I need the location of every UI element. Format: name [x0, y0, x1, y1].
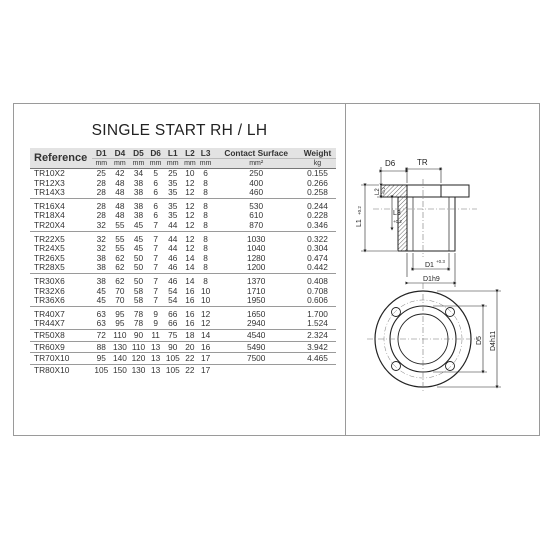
value-cell: 25 [96, 168, 106, 178]
value-cell: 4540 [213, 329, 299, 341]
value-cell: 870 [249, 219, 264, 230]
value-cell: 54 [168, 285, 178, 296]
table-row [30, 169, 336, 179]
header-weight [299, 148, 336, 169]
value-cell: 0.474 [307, 252, 328, 263]
value-cell: 1040 [246, 243, 266, 254]
header-label: Weight [303, 148, 332, 158]
value-cell: 8 [203, 262, 208, 273]
table-row [30, 198, 336, 211]
value-cell: 8 [198, 273, 214, 286]
table-row [30, 244, 336, 254]
value-cell: 78 [133, 318, 144, 329]
value-cell: 58 [133, 285, 144, 296]
value-cell: 78 [129, 306, 148, 319]
label-l1: L1 [356, 219, 363, 227]
table-row [30, 341, 336, 353]
header-unit: mm [129, 158, 148, 168]
header-l2 [182, 148, 198, 169]
reference-cell: TR20X4 [34, 219, 65, 230]
value-cell: 1370 [213, 273, 299, 286]
value-cell: 400 [249, 177, 264, 188]
value-cell: 22 [182, 353, 198, 365]
label-d1: D1 [425, 262, 434, 269]
value-cell: 34 [133, 168, 144, 178]
value-cell: 1650 [213, 306, 299, 319]
table-row [30, 231, 336, 244]
header-label: D1 [95, 148, 107, 158]
value-cell: 38 [96, 252, 106, 263]
header-label: L3 [200, 148, 211, 158]
value-cell: 6 [148, 198, 164, 211]
reference-cell: TR32X6 [34, 285, 65, 296]
header-label: D5 [133, 148, 144, 158]
value-cell: 6 [153, 177, 158, 188]
reference-cell: TR14X3 [34, 187, 65, 198]
value-cell: 63 [92, 306, 111, 319]
value-cell: 38 [92, 273, 111, 286]
value-cell: 90 [163, 341, 182, 353]
value-cell: 10 [185, 168, 195, 178]
reference-cell: TR30X6 [30, 273, 92, 286]
value-cell: 90 [129, 329, 148, 341]
value-cell: 9 [148, 306, 164, 319]
value-cell: 6 [153, 210, 158, 221]
value-cell: 2940 [246, 318, 266, 329]
value-cell: 35 [168, 177, 178, 188]
reference-cell: TR70X10 [30, 353, 92, 365]
value-cell: 110 [129, 341, 148, 353]
reference-cell: TR50X8 [30, 329, 92, 341]
value-cell: 610 [249, 210, 264, 221]
label-d1-tol: +0.3 [436, 259, 445, 264]
value-cell: 1.524 [307, 318, 328, 329]
header-d6 [148, 148, 164, 169]
value-cell: 62 [111, 273, 130, 286]
reference-cell: TR10X2 [34, 168, 65, 178]
value-cell: 25 [168, 168, 178, 178]
value-cell: 14 [198, 329, 214, 341]
value-cell: 46 [163, 273, 182, 286]
header-unit: mm² [213, 158, 299, 168]
value-cell: 11 [148, 329, 164, 341]
value-cell: 0.155 [307, 168, 328, 178]
value-cell: 12 [185, 177, 195, 188]
value-cell: 8 [203, 252, 208, 263]
value-cell: 32 [96, 243, 106, 254]
value-cell: 0.606 [307, 295, 328, 306]
value-cell: 105 [163, 353, 182, 365]
value-cell: 0.442 [307, 262, 328, 273]
header-label: Reference [34, 152, 88, 164]
value-cell [213, 364, 299, 375]
spec-table-body [30, 169, 336, 376]
header-d1 [92, 148, 111, 169]
label-tr: TR [417, 158, 428, 167]
table-row [30, 306, 336, 319]
reference-cell: TR44X7 [34, 318, 65, 329]
value-cell: 38 [96, 262, 106, 273]
value-cell: 7500 [213, 353, 299, 365]
sheet-title: SINGLE START RH / LH [91, 122, 268, 139]
value-cell: 5490 [213, 341, 299, 353]
value-cell: 28 [96, 210, 106, 221]
value-cell: 70 [115, 285, 125, 296]
value-cell: 45 [133, 243, 144, 254]
value-cell: 95 [92, 353, 111, 365]
value-cell: 12 [182, 231, 198, 244]
value-cell: 7 [153, 252, 158, 263]
value-cell: 8 [203, 243, 208, 254]
reference-cell: TR16X4 [30, 198, 92, 211]
value-cell: 20 [182, 341, 198, 353]
value-cell: 38 [133, 187, 144, 198]
value-cell: 8 [203, 177, 208, 188]
value-cell: 7 [153, 262, 158, 273]
header-unit: mm [198, 158, 214, 168]
value-cell: 0.322 [299, 231, 336, 244]
value-cell: 14 [185, 252, 195, 263]
value-cell: 13 [148, 364, 164, 375]
value-cell: 16 [185, 295, 195, 306]
value-cell: 140 [111, 353, 130, 365]
header-label: L1 [167, 148, 178, 158]
table-row [30, 296, 336, 306]
value-cell: 16 [185, 318, 195, 329]
technical-drawing [337, 47, 537, 392]
value-cell: 12 [198, 306, 214, 319]
header-d4 [111, 148, 130, 169]
value-cell: 0.228 [307, 210, 328, 221]
table-row [30, 221, 336, 231]
table-row [30, 329, 336, 341]
value-cell: 45 [96, 295, 106, 306]
header-l1 [163, 148, 182, 169]
value-cell: 44 [163, 231, 182, 244]
label-l2: L2 [375, 188, 381, 195]
value-cell: 13 [148, 353, 164, 365]
reference-cell: TR12X3 [34, 177, 65, 188]
value-cell: 54 [168, 295, 178, 306]
value-cell: 7 [153, 295, 158, 306]
value-cell [299, 364, 336, 375]
label-d5: D5 [476, 336, 483, 345]
reference-cell: TR28X5 [34, 262, 65, 273]
reference-cell: TR40X7 [30, 306, 92, 319]
value-cell: 5 [153, 168, 158, 178]
value-cell: 6 [153, 187, 158, 198]
reference-cell: TR24X5 [34, 243, 65, 254]
header-d5 [129, 148, 148, 169]
value-cell: 48 [115, 187, 125, 198]
value-cell: 12 [185, 187, 195, 198]
header-unit: mm [92, 158, 111, 168]
reference-cell: TR36X6 [34, 295, 65, 306]
table-row [30, 364, 336, 375]
header-unit: mm [182, 158, 198, 168]
reference-cell: TR22X5 [30, 231, 92, 244]
value-cell: 16 [182, 306, 198, 319]
value-cell: 17 [198, 364, 214, 375]
label-d4h11: D4h11 [490, 330, 497, 351]
value-cell: 95 [115, 318, 125, 329]
table-row [30, 179, 336, 189]
value-cell: 12 [185, 219, 195, 230]
value-cell: 0.266 [307, 177, 328, 188]
value-cell: 530 [213, 198, 299, 211]
value-cell: 10 [200, 285, 211, 296]
header-unit: mm [163, 158, 182, 168]
value-cell: 0.258 [307, 187, 328, 198]
value-cell: 44 [168, 243, 178, 254]
value-cell: 120 [129, 353, 148, 365]
table-row [30, 319, 336, 329]
reference-cell: TR60X9 [30, 341, 92, 353]
value-cell: 95 [111, 306, 130, 319]
value-cell: 38 [133, 210, 144, 221]
value-cell: 45 [96, 285, 106, 296]
value-cell: 7 [153, 285, 158, 296]
header-reference [30, 148, 92, 169]
value-cell: 3.942 [299, 341, 336, 353]
value-cell: 58 [133, 295, 144, 306]
value-cell: 130 [111, 341, 130, 353]
value-cell: 38 [133, 177, 144, 188]
reference-cell: TR26X5 [34, 252, 65, 263]
value-cell: 55 [111, 231, 130, 244]
value-cell: 8 [198, 198, 214, 211]
value-cell: 8 [203, 219, 208, 230]
header-unit: mm [111, 158, 130, 168]
table-row [30, 188, 336, 198]
value-cell: 7 [153, 219, 158, 230]
reference-cell: TR80X10 [30, 364, 92, 375]
value-cell: 110 [111, 329, 130, 341]
label-l3-tol: +0.2 [393, 219, 402, 224]
table-row [30, 263, 336, 273]
header-label: L2 [185, 148, 195, 158]
value-cell: 105 [163, 364, 182, 375]
value-cell: 48 [115, 177, 125, 188]
header-contact-surface [213, 148, 299, 169]
value-cell: 55 [115, 219, 125, 230]
value-cell: 12 [182, 198, 198, 211]
label-l3: L3 [393, 210, 401, 217]
header-row [30, 148, 336, 169]
reference-cell: TR18X4 [34, 210, 65, 221]
table-row [30, 287, 336, 297]
value-cell: 22 [182, 364, 198, 375]
header-label: D6 [150, 148, 161, 158]
value-cell: 32 [96, 219, 106, 230]
label-d6: D6 [385, 159, 396, 168]
value-cell: 55 [115, 243, 125, 254]
value-cell: 150 [111, 364, 130, 375]
value-cell: 66 [163, 306, 182, 319]
value-cell: 38 [129, 198, 148, 211]
value-cell: 1200 [246, 262, 266, 273]
value-cell: 7 [148, 231, 164, 244]
value-cell: 250 [249, 168, 264, 178]
value-cell: 0.708 [307, 285, 328, 296]
value-cell: 1280 [246, 252, 266, 263]
value-cell: 50 [129, 273, 148, 286]
value-cell: 6 [203, 168, 208, 178]
table-row [30, 353, 336, 365]
value-cell: 105 [92, 364, 111, 375]
value-cell: 72 [92, 329, 111, 341]
value-cell: 0.244 [299, 198, 336, 211]
value-cell: 70 [115, 295, 125, 306]
front-view [367, 283, 501, 391]
table-row [30, 254, 336, 264]
value-cell: 7 [153, 243, 158, 254]
value-cell: 12 [185, 210, 195, 221]
value-cell: 130 [129, 364, 148, 375]
value-cell: 8 [203, 210, 208, 221]
value-cell: 48 [111, 198, 130, 211]
label-l1-tol: +0.2 [357, 206, 362, 215]
value-cell: 42 [115, 168, 125, 178]
value-cell: 9 [153, 318, 158, 329]
value-cell: 63 [96, 318, 106, 329]
value-cell: 66 [168, 318, 178, 329]
value-cell: 1950 [246, 295, 266, 306]
value-cell: 28 [96, 177, 106, 188]
value-cell: 35 [168, 187, 178, 198]
table-row [30, 273, 336, 286]
value-cell: 1030 [213, 231, 299, 244]
value-cell: 50 [133, 252, 144, 263]
value-cell: 8 [198, 231, 214, 244]
drawing-labels [356, 158, 445, 283]
label-d1h9: D1h9 [423, 276, 440, 283]
header-label: D4 [114, 148, 126, 158]
header-label: Contact Surface [224, 148, 288, 158]
table-row [30, 211, 336, 221]
value-cell: 28 [96, 187, 106, 198]
value-cell: 1710 [246, 285, 266, 296]
value-cell: 14 [185, 262, 195, 273]
value-cell: 7 [148, 273, 164, 286]
value-cell: 17 [198, 353, 214, 365]
value-cell: 62 [115, 262, 125, 273]
spec-table [30, 148, 336, 375]
value-cell: 88 [92, 341, 111, 353]
value-cell: 4.465 [299, 353, 336, 365]
value-cell: 460 [249, 187, 264, 198]
value-cell: 16 [185, 285, 195, 296]
value-cell: 0.304 [307, 243, 328, 254]
spec-table-header [30, 148, 336, 169]
value-cell: 1.700 [299, 306, 336, 319]
value-cell: 44 [168, 219, 178, 230]
value-cell: 13 [148, 341, 164, 353]
value-cell: 14 [182, 273, 198, 286]
label-l2-tol: +0.2 [381, 187, 386, 195]
value-cell: 12 [185, 243, 195, 254]
value-cell: 45 [129, 231, 148, 244]
value-cell: 12 [200, 318, 211, 329]
value-cell: 18 [182, 329, 198, 341]
value-cell: 8 [203, 187, 208, 198]
value-cell: 46 [168, 252, 178, 263]
value-cell: 28 [92, 198, 111, 211]
value-cell: 0.408 [299, 273, 336, 286]
value-cell: 45 [133, 219, 144, 230]
header-unit: kg [299, 158, 336, 168]
value-cell: 16 [198, 341, 214, 353]
value-cell: 32 [92, 231, 111, 244]
value-cell: 10 [200, 295, 211, 306]
value-cell: 0.346 [307, 219, 328, 230]
value-cell: 75 [163, 329, 182, 341]
section-view [373, 179, 477, 257]
value-cell: 48 [115, 210, 125, 221]
header-l3 [198, 148, 214, 169]
value-cell: 35 [168, 210, 178, 221]
value-cell: 50 [133, 262, 144, 273]
header-unit: mm [148, 158, 164, 168]
value-cell: 35 [163, 198, 182, 211]
value-cell: 46 [168, 262, 178, 273]
value-cell: 2.324 [299, 329, 336, 341]
value-cell: 62 [115, 252, 125, 263]
